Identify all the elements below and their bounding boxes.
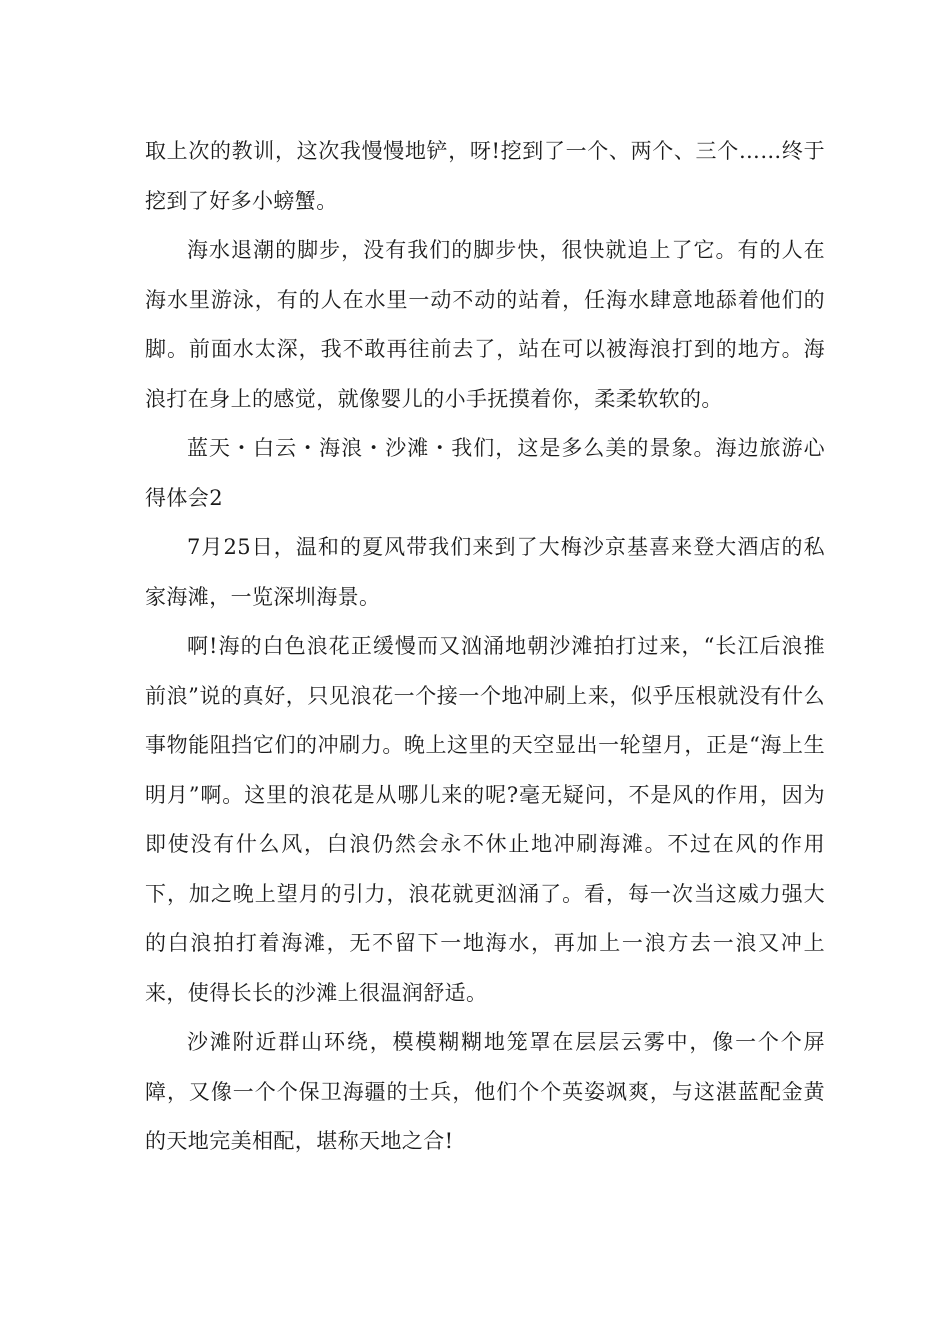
paragraph-3: 蓝天・白云・海浪・沙滩・我们，这是多么美的景象。海边旅游心得体会2	[145, 436, 825, 510]
document-body	[145, 127, 825, 1167]
paragraph-1: 取上次的教训，这次我慢慢地铲，呀!挖到了一个、两个、三个……终于挖到了好多小螃蟹。	[145, 139, 825, 213]
paragraph-2: 海水退潮的脚步，没有我们的脚步快，很快就追上了它。有的人在海水里游泳，有的人在水里一动不动的站着，任海水肆意地舔着他们的脚。前面水太深，我不敢再往前去了，站在可以被海浪打到的地方。海浪打在身上的感觉，就像婴儿的小手抚摸着你，柔柔软软的。	[145, 238, 825, 411]
paragraph-6: 沙滩附近群山环绕，模模糊糊地笼罩在层层云雾中，像一个个屏障，又像一个个保卫海疆的士兵，他们个个英姿飒爽，与这湛蓝配金黄的天地完美相配，堪称天地之合!	[145, 1030, 825, 1153]
paragraph-4: 7月25日，温和的夏风带我们来到了大梅沙京基喜来登大酒店的私家海滩，一览深圳海景。	[145, 535, 825, 609]
paragraph-5: 啊!海的白色浪花正缓慢而又汹涌地朝沙滩拍打过来，“长江后浪推前浪”说的真好，只见浪花一个接一个地冲刷上来，似乎压根就没有什么事物能阻挡它们的冲刷力。晚上这里的天空显出一轮望月，正是“海上生明月”啊。这里的浪花是从哪儿来的呢?毫无疑问，不是风的作用，因为即使没有什么风，白浪仍然会永不休止地冲刷海滩。不过在风的作用下，加之晚上望月的引力，浪花就更汹涌了。看，每一次当这威力强大的白浪拍打着海滩，无不留下一地海水，再加上一浪方去一浪又冲上来，使得长长的沙滩上很温润舒适。	[145, 634, 825, 1005]
